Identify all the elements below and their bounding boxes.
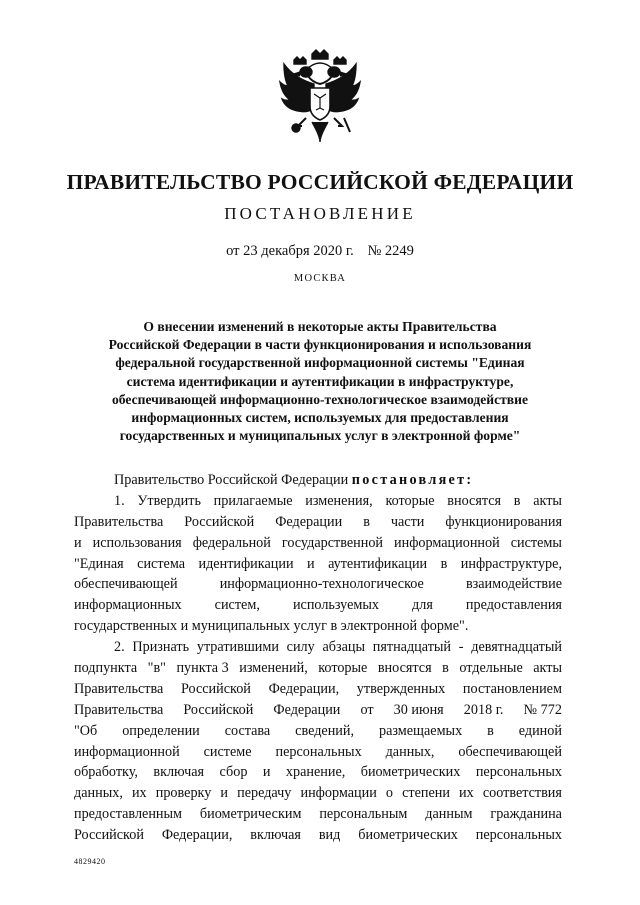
word: части <box>390 513 425 530</box>
word: систем, <box>214 597 260 614</box>
word: информационной <box>394 534 500 551</box>
word: федеральной <box>192 534 271 551</box>
paragraph-line <box>74 554 562 575</box>
word: данных, <box>385 743 435 760</box>
word: Российской <box>180 680 251 697</box>
word: и <box>74 534 82 551</box>
paragraph-line <box>74 658 562 679</box>
word: обработку, <box>74 764 138 781</box>
word: Признать <box>132 639 190 656</box>
decree-body <box>74 470 562 846</box>
word: информации <box>300 785 377 802</box>
word: для <box>412 597 433 614</box>
word: в <box>442 660 449 677</box>
word: аутентификации <box>328 555 428 572</box>
word: вносятся <box>447 492 502 509</box>
word: состава <box>224 722 271 739</box>
word: обеспечивающей <box>74 576 178 593</box>
word: государственных и муниципальных услуг в электронной форме". <box>74 618 469 635</box>
paragraph-line <box>74 721 562 742</box>
word: девятнадцатый <box>471 639 562 656</box>
word: информационно-технологическое <box>219 576 424 593</box>
word: Утвердить <box>137 492 201 509</box>
coat-of-arms-emblem-icon <box>276 48 364 144</box>
word: передачу <box>237 785 292 802</box>
paragraph-line <box>74 762 562 783</box>
word: о <box>385 785 393 802</box>
word: биометрических <box>358 827 458 844</box>
word: их <box>459 785 474 802</box>
word: "в" <box>147 660 166 677</box>
word: постановлением <box>462 680 562 697</box>
word: силу <box>286 639 315 656</box>
word: предоставленным <box>74 806 183 823</box>
paragraph-line <box>74 616 562 637</box>
word: гражданина <box>490 806 562 823</box>
word: Федерации, <box>268 680 340 697</box>
word: Российской <box>184 513 255 530</box>
word: изменений, <box>239 660 308 677</box>
preamble-text: Правительство Российской Федерации <box>114 472 349 488</box>
word: Федерации, <box>161 827 233 844</box>
paragraph-line <box>74 533 562 554</box>
word: предоставления <box>465 597 562 614</box>
word: Правительства <box>74 513 164 530</box>
word: биометрическим <box>199 806 302 823</box>
word: идентификации <box>198 555 294 572</box>
word: 1. <box>114 492 125 509</box>
word: абзацы <box>322 639 366 656</box>
word: 30 июня <box>393 701 444 718</box>
word: вид <box>318 827 341 844</box>
word: персональным <box>319 806 408 823</box>
word: государственной <box>281 534 384 551</box>
city: МОСКВА <box>293 273 347 284</box>
word: сбор <box>219 764 248 781</box>
word: обеспечивающей <box>458 743 562 760</box>
document-type: ПОСТАНОВЛЕНИЕ <box>224 204 416 223</box>
word: утвержденных <box>356 680 446 697</box>
title-line: система идентификации и аутентификации в инфраструктуре, <box>126 373 514 389</box>
word: прилагаемые <box>213 492 293 509</box>
paragraph-line <box>74 637 562 658</box>
word: информационной <box>74 743 180 760</box>
word: пункта 3 <box>176 660 229 677</box>
word: пятнадцатый <box>372 639 452 656</box>
paragraph-line <box>74 700 562 721</box>
title-line: информационных систем, используемых для предоставления <box>131 410 509 426</box>
word: в <box>513 492 521 509</box>
word: Правительства <box>74 680 164 697</box>
word: сведений, <box>295 722 355 739</box>
word: Российской <box>74 827 144 844</box>
document-code: 4829420 <box>74 857 106 866</box>
title-line: государственных и муниципальных услуг в электронной форме" <box>119 428 521 444</box>
word: используемых <box>292 597 379 614</box>
word: соответствия <box>482 785 562 802</box>
word: включая <box>153 764 205 781</box>
paragraph-line <box>74 804 562 825</box>
word: Правительства <box>74 701 164 718</box>
word: инфраструктуре, <box>460 555 562 572</box>
word: персональных <box>275 743 362 760</box>
date-line <box>0 243 640 260</box>
date-prefix: от <box>226 243 240 259</box>
word: использования <box>92 534 182 551</box>
word: от <box>360 701 374 718</box>
word: персональных <box>475 827 562 844</box>
preamble-emphasis: постановляет: <box>351 472 474 488</box>
word: степени <box>402 785 450 802</box>
word: биометрических <box>360 764 461 781</box>
word: № 772 <box>523 701 562 718</box>
decree-number: 2249 <box>384 243 414 259</box>
word: и <box>307 555 315 572</box>
word: их <box>131 785 147 802</box>
word: определении <box>122 722 200 739</box>
word: Российской <box>183 701 254 718</box>
paragraph-line <box>74 595 562 616</box>
word: системе <box>203 743 252 760</box>
word: Федерации <box>273 701 341 718</box>
word: 2018 г. <box>463 701 504 718</box>
word: - <box>458 639 464 656</box>
word: информационных <box>74 597 182 614</box>
word: подпункта <box>74 660 138 677</box>
preamble <box>74 470 562 491</box>
government-heading: ПРАВИТЕЛЬСТВО РОССИЙСКОЙ ФЕДЕРАЦИИ <box>66 170 574 194</box>
word: включая <box>250 827 301 844</box>
word: "Об <box>74 722 98 739</box>
word: единой <box>518 722 562 739</box>
word: акты <box>533 660 562 677</box>
title-line: федеральной государственной информационной системы "Единая <box>115 355 525 371</box>
word: размещаемых <box>378 722 463 739</box>
title-line: обеспечивающей информационно-технологическое взаимодействие <box>111 391 529 407</box>
word: Федерации <box>275 513 343 530</box>
word: утратившими <box>196 639 279 656</box>
word: вносятся <box>377 660 432 677</box>
word: хранение, <box>285 764 346 781</box>
word: системы <box>510 534 562 551</box>
word: проверку <box>155 785 212 802</box>
paragraph-line <box>74 783 562 804</box>
word: акты <box>533 492 562 509</box>
paragraph-line <box>74 825 562 846</box>
paragraph-line <box>74 491 562 512</box>
decree-title <box>88 318 552 445</box>
word: система <box>137 555 186 572</box>
paragraph-line <box>74 512 562 533</box>
paragraph-line <box>74 679 562 700</box>
title-line: О внесении изменений в некоторые акты Правительства <box>143 319 497 334</box>
word: данным <box>425 806 473 823</box>
paragraph-line <box>74 574 562 595</box>
word: отдельные <box>459 660 523 677</box>
word: "Единая <box>74 555 124 572</box>
decree-date: 23 декабря 2020 г. <box>243 243 354 259</box>
word: данных, <box>74 785 123 802</box>
paragraph-line <box>74 742 562 763</box>
word: персональных <box>475 764 562 781</box>
word: и <box>262 764 271 781</box>
word: которые <box>318 660 368 677</box>
title-line: Российской Федерации в части функционирования и использования <box>108 337 532 353</box>
word: и <box>220 785 229 802</box>
word: которые <box>385 492 435 509</box>
word: взаимодействие <box>465 576 562 593</box>
word: изменения, <box>305 492 373 509</box>
word: в <box>487 722 494 739</box>
word: функционирования <box>445 513 562 530</box>
word: 2. <box>114 639 125 656</box>
number-sign: № <box>367 243 382 259</box>
word: в <box>363 513 370 530</box>
word: в <box>440 555 448 572</box>
